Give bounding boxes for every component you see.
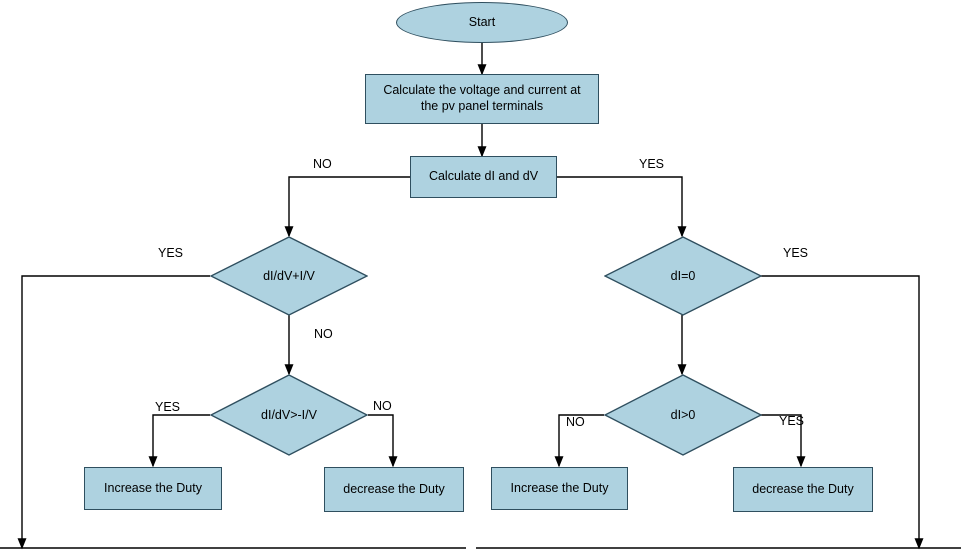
node-decision-right-2-label: dI>0 [670,408,696,422]
edge-label-yes-right-2: YES [779,414,805,428]
node-start [396,2,568,43]
edge-label-yes-left-2: YES [155,400,181,414]
edge-label-no-left-1: NO [314,327,333,341]
edge-label-yes-left-1: YES [158,246,184,260]
node-measure [365,74,599,124]
node-decision-left-1 [210,236,368,316]
node-decrease-duty-right [733,467,873,512]
node-increase-duty-left [84,467,222,510]
node-decision-right-1-label: dI=0 [670,269,696,283]
node-increase-duty-left-label: Increase the Duty [104,480,202,495]
node-decision-left-1-label: dI/dV+I/V [263,269,315,283]
node-calculate [410,156,557,198]
edge-label-yes-calculate-right: YES [639,157,665,171]
node-start-label: Start [468,14,496,29]
edge-label-yes-right-1: YES [783,246,809,260]
node-calculate-label: Calculate dI and dV [428,169,539,184]
node-measure-label: Calculate the voltage and current at the pv panel terminals [383,83,581,113]
node-decision-left-2 [210,374,368,456]
node-increase-duty-right-label: Increase the Duty [510,480,609,495]
node-decrease-duty-right-label: decrease the Duty [752,481,854,496]
edge-label-no-right-2: NO [566,415,585,429]
edge-label-no-calculate-left: NO [313,157,332,171]
node-increase-duty-right [491,467,628,510]
node-decision-left-2-label: dI/dV>-I/V [261,408,317,422]
edge-label-no-left-2: NO [373,399,392,413]
node-decision-right-2 [604,374,762,456]
node-decision-right-1 [604,236,762,316]
node-decrease-duty-left [324,467,464,512]
node-decrease-duty-left-label: decrease the Duty [343,481,445,496]
